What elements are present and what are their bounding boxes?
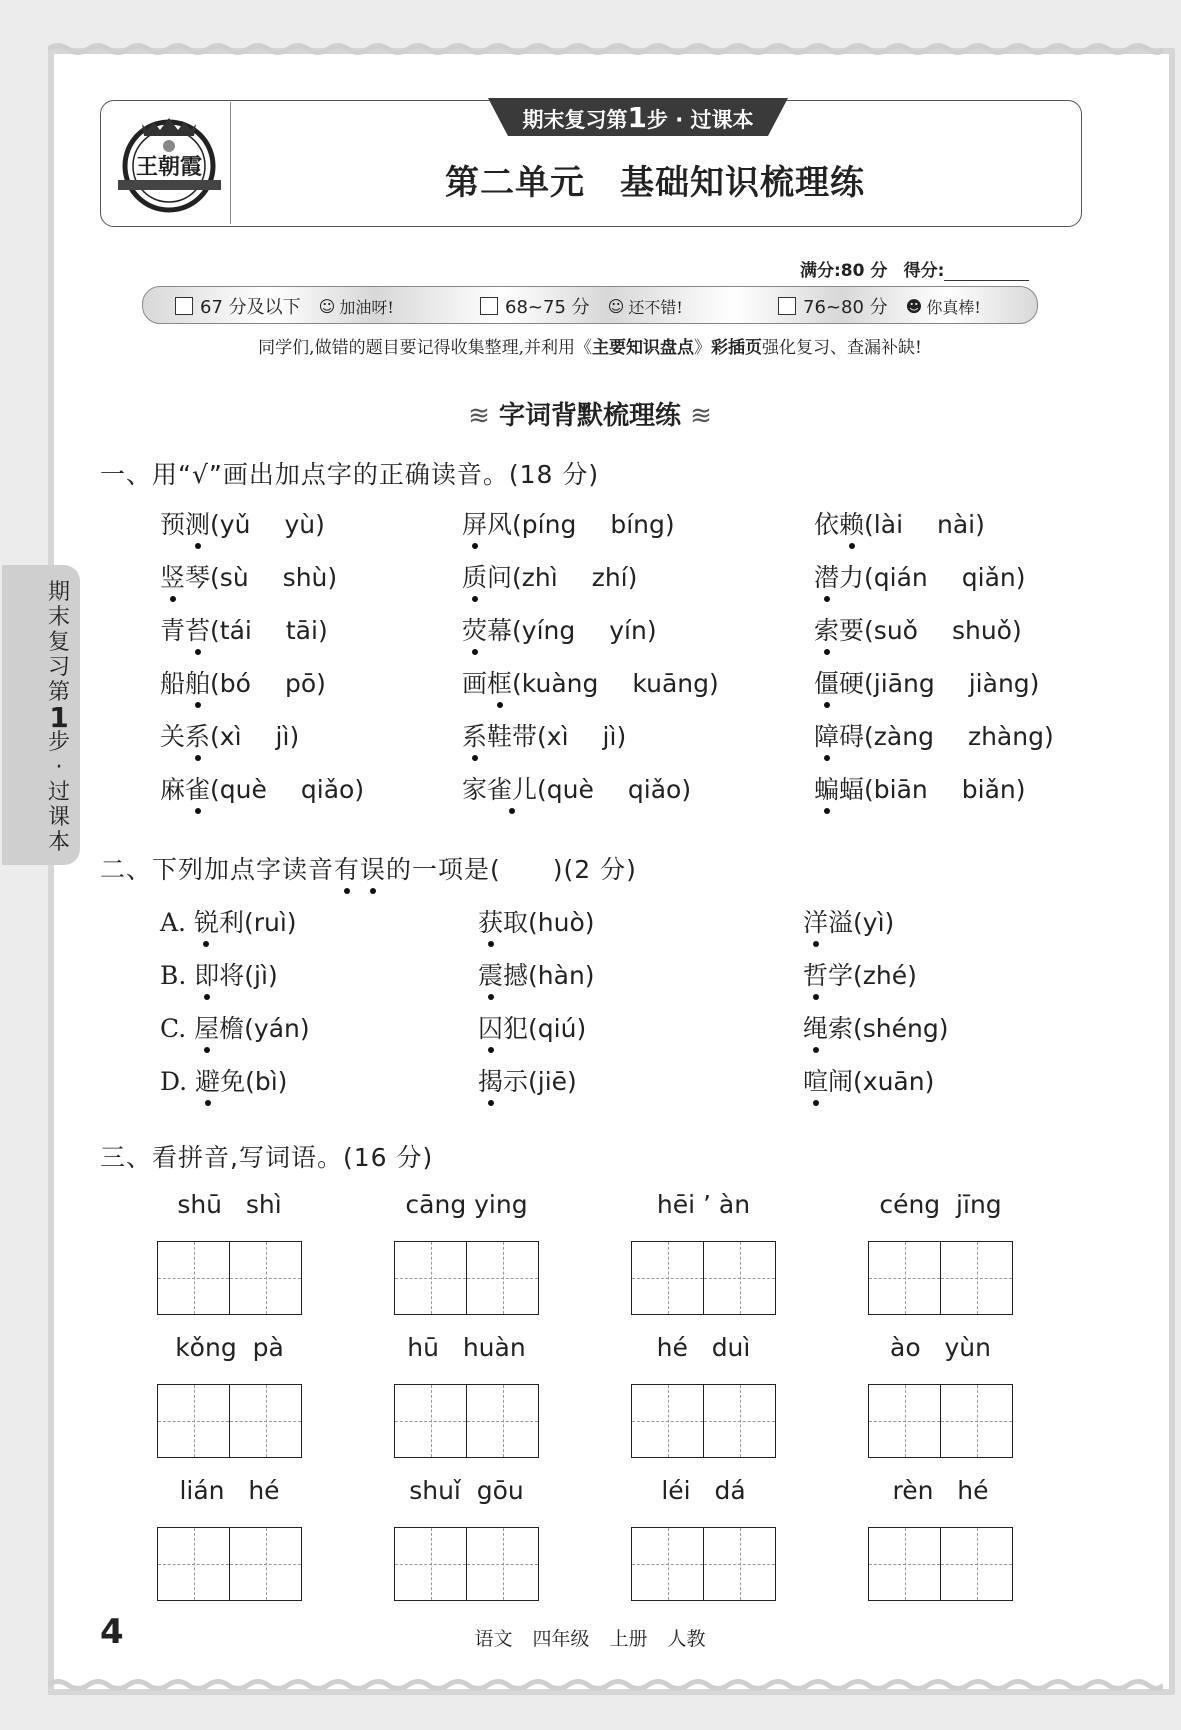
writing-cell[interactable] bbox=[395, 1242, 467, 1314]
word-char-b: 风 bbox=[487, 510, 513, 539]
word-char-dotted: 囚 bbox=[478, 1009, 503, 1045]
option-item bbox=[478, 1062, 577, 1098]
pinyin-option-2: pō bbox=[284, 669, 317, 698]
pinyin-prompt: shuǐ gōu bbox=[409, 1476, 524, 1505]
side-tab-char: · bbox=[55, 755, 63, 780]
paren-close: ) bbox=[975, 510, 985, 539]
side-tab-char: 步 bbox=[47, 730, 70, 755]
reading-item bbox=[814, 664, 1039, 700]
writing-grid[interactable] bbox=[868, 1241, 1013, 1315]
paren-open: ( bbox=[864, 510, 874, 539]
option-item bbox=[803, 1009, 949, 1045]
pinyin-option-2: zhí bbox=[591, 563, 628, 592]
paren-open: ( bbox=[210, 616, 220, 645]
rating-checkbox[interactable] bbox=[175, 297, 193, 315]
notice-bold2: 彩插页 bbox=[710, 338, 762, 358]
paren-close: ) bbox=[616, 722, 627, 751]
pinyin-option-1: bó bbox=[219, 669, 251, 698]
pinyin-option-2: kuāng bbox=[632, 669, 709, 698]
paren-close: ) bbox=[1029, 669, 1040, 698]
writing-cell[interactable] bbox=[632, 1385, 704, 1457]
banner-label bbox=[488, 101, 788, 134]
notice-pre: 同学们,做错的题目要记得收集整理,并利用《 bbox=[258, 338, 592, 358]
side-tab-char: 本 bbox=[47, 830, 70, 855]
reading-item bbox=[814, 770, 1026, 806]
pinyin-prompt: shū shì bbox=[177, 1190, 282, 1219]
paren-open: ( bbox=[210, 669, 220, 698]
paren-close: ) bbox=[646, 616, 657, 645]
pinyin-prompt: ào yùn bbox=[890, 1333, 991, 1362]
pinyin-option-1: lài bbox=[873, 510, 904, 539]
side-tab-char: 末 bbox=[47, 605, 70, 630]
notice-mid: 》 bbox=[693, 338, 711, 358]
paren-close: ) bbox=[708, 669, 719, 698]
paren-close: ) bbox=[317, 616, 328, 645]
paren-open: ( bbox=[210, 775, 220, 804]
pinyin: (zhé) bbox=[853, 961, 917, 990]
word-char-dotted: 获 bbox=[478, 903, 503, 939]
paren-open: ( bbox=[512, 616, 522, 645]
pinyin-option-2: shù bbox=[282, 563, 328, 592]
word-char-a: 潜 bbox=[814, 558, 839, 594]
score-label: 得分: bbox=[903, 261, 945, 281]
side-tab-char: 期 bbox=[47, 580, 70, 605]
word-char-dotted: 避 bbox=[195, 1062, 220, 1098]
word-char-dotted: 屋 bbox=[194, 1009, 219, 1045]
word-char-b: 硬 bbox=[839, 669, 865, 698]
wave-border-bottom bbox=[48, 1678, 1163, 1692]
word-char-dotted: 震 bbox=[478, 956, 503, 992]
word-char-a: 依 bbox=[814, 510, 840, 539]
pinyin: (qiú) bbox=[528, 1014, 587, 1043]
reading-item bbox=[462, 770, 691, 806]
reading-item bbox=[160, 505, 325, 541]
paren-close: ) bbox=[1011, 616, 1022, 645]
paren-close: ) bbox=[289, 722, 300, 751]
paren-close: ) bbox=[1015, 563, 1026, 592]
pinyin-option-1: yíng bbox=[521, 616, 576, 645]
reading-item bbox=[462, 717, 626, 753]
writing-grid[interactable] bbox=[394, 1384, 539, 1458]
rating-praise: 加油呀! bbox=[339, 297, 394, 317]
rating-range: 68~75 分 bbox=[505, 297, 590, 318]
pinyin-option-1: píng bbox=[521, 510, 577, 539]
reading-item bbox=[160, 717, 299, 753]
pinyin-prompt: hū huàn bbox=[407, 1333, 526, 1362]
word-char-a: 预 bbox=[160, 510, 186, 539]
word-char-b: 舶 bbox=[185, 664, 210, 700]
writing-cell[interactable] bbox=[467, 1385, 538, 1457]
word-char-a: 质 bbox=[462, 558, 487, 594]
pinyin-option-1: zàng bbox=[873, 722, 934, 751]
word-char-b: 框 bbox=[487, 664, 512, 700]
writing-grid[interactable] bbox=[631, 1384, 776, 1458]
option-item bbox=[478, 1009, 586, 1045]
score-blank[interactable] bbox=[944, 262, 1029, 281]
word-char-a: 障 bbox=[814, 717, 839, 753]
pinyin-option-1: què bbox=[546, 775, 594, 804]
word-char-b: 鞋带 bbox=[487, 722, 538, 751]
word-char-b: 幕 bbox=[487, 616, 513, 645]
pinyin-option-2: nài bbox=[937, 510, 976, 539]
footer-text: 语文 四年级 上册 人教 bbox=[474, 1628, 706, 1650]
pinyin-option-2: qiǎo bbox=[300, 775, 355, 804]
rating-checkbox[interactable] bbox=[480, 297, 498, 315]
reading-item bbox=[462, 664, 719, 700]
banner-pre: 期末复习第 bbox=[522, 108, 628, 132]
wave-border-top bbox=[48, 42, 1163, 56]
word-char-a: 家 bbox=[462, 775, 488, 804]
smile-icon: ☺ bbox=[318, 296, 336, 316]
pinyin-option-2: yín bbox=[609, 616, 647, 645]
writing-cell[interactable] bbox=[158, 1385, 230, 1457]
side-tab-post bbox=[44, 730, 74, 855]
side-tab-char: 复 bbox=[47, 630, 70, 655]
word-char: 取 bbox=[503, 908, 529, 937]
side-tab-char: 课 bbox=[47, 805, 70, 830]
reading-item bbox=[160, 664, 326, 700]
pinyin-option-1: tái bbox=[219, 616, 252, 645]
rating-praise: 你真棒! bbox=[926, 297, 981, 317]
pinyin: (jiē) bbox=[528, 1067, 577, 1096]
paren-open: ( bbox=[512, 669, 522, 698]
option-item bbox=[803, 956, 917, 992]
pinyin-prompt: hé duì bbox=[656, 1333, 751, 1362]
option-item bbox=[478, 903, 595, 939]
writing-cell[interactable] bbox=[632, 1242, 704, 1314]
pinyin: (jì) bbox=[244, 961, 278, 990]
notice-post: 强化复习、查漏补缺! bbox=[761, 338, 922, 358]
question-3-title: 三、看拼音,写词语。(16 分) bbox=[100, 1143, 434, 1172]
banner-num: 1 bbox=[627, 101, 647, 134]
writing-cell[interactable] bbox=[704, 1385, 775, 1457]
banner-post: 步 · 过课本 bbox=[646, 108, 754, 132]
word-char: 犯 bbox=[503, 1014, 529, 1043]
pinyin-prompt: kǒng pà bbox=[175, 1333, 284, 1362]
writing-cell[interactable] bbox=[632, 1528, 704, 1600]
writing-cell[interactable] bbox=[869, 1242, 941, 1314]
reading-item bbox=[814, 717, 1054, 753]
option-item bbox=[803, 903, 894, 939]
word-char-a: 索 bbox=[814, 611, 839, 647]
pinyin: (shéng) bbox=[853, 1014, 949, 1043]
rating-mid bbox=[480, 293, 683, 319]
pinyin-option-2: qiǎo bbox=[627, 775, 682, 804]
score-line bbox=[800, 256, 1029, 281]
writing-cell[interactable] bbox=[230, 1385, 301, 1457]
paren-close: ) bbox=[316, 669, 326, 698]
reading-item bbox=[462, 611, 657, 647]
pinyin-option-2: jì bbox=[602, 722, 617, 751]
word-char-dotted: 揭 bbox=[478, 1062, 503, 1098]
pinyin-option-2: jì bbox=[275, 722, 290, 751]
pinyin: (yán) bbox=[244, 1014, 310, 1043]
q2-title-dotted: 误 bbox=[360, 850, 386, 886]
reading-item bbox=[462, 558, 637, 594]
reading-item bbox=[814, 505, 985, 541]
wave-icon: ≋ bbox=[690, 401, 712, 431]
smile-icon: ☺ bbox=[607, 296, 625, 316]
reading-item bbox=[160, 770, 364, 806]
word-char: 利 bbox=[218, 908, 244, 937]
paren-close: ) bbox=[1043, 722, 1054, 751]
pinyin-option-2: shuǒ bbox=[951, 616, 1012, 645]
writing-cell[interactable] bbox=[467, 1528, 538, 1600]
side-tab-char: 第 bbox=[47, 680, 70, 705]
writing-cell[interactable] bbox=[158, 1242, 230, 1314]
word-char: 撼 bbox=[503, 961, 529, 990]
writing-grid[interactable] bbox=[868, 1527, 1013, 1601]
paren-open: ( bbox=[864, 775, 874, 804]
writing-cell[interactable] bbox=[467, 1242, 538, 1314]
pinyin-option-1: zhì bbox=[521, 563, 558, 592]
paren-close: ) bbox=[327, 563, 338, 592]
smile-icon: ☻ bbox=[905, 296, 923, 316]
word-char: 示 bbox=[503, 1067, 529, 1096]
pinyin-option-2: bíng bbox=[610, 510, 665, 539]
reading-item bbox=[160, 558, 337, 594]
word-char-a: 船 bbox=[160, 669, 186, 698]
word-char-a: 麻 bbox=[160, 775, 186, 804]
word-char-b: 要 bbox=[839, 616, 865, 645]
notice-text bbox=[100, 333, 1080, 358]
word-char-b: 力 bbox=[839, 563, 865, 592]
word-char-b: 碍 bbox=[839, 722, 865, 751]
paren-close: ) bbox=[681, 775, 692, 804]
paren-open: ( bbox=[210, 563, 220, 592]
pinyin: (bì) bbox=[245, 1067, 288, 1096]
pinyin: (huò) bbox=[528, 908, 595, 937]
paren-close: ) bbox=[354, 775, 365, 804]
writing-cell[interactable] bbox=[869, 1528, 941, 1600]
word-char-dotted: 哲 bbox=[803, 956, 828, 992]
word-char-b: 苔 bbox=[185, 611, 210, 647]
word-char-a: 蝙 bbox=[814, 770, 839, 806]
pinyin-option-2: yù bbox=[284, 510, 316, 539]
paren-open: ( bbox=[512, 563, 522, 592]
question-1-title: 一、用“√”画出加点字的正确读音。(18 分) bbox=[100, 460, 600, 489]
pinyin-option-1: xì bbox=[546, 722, 569, 751]
paren-open: ( bbox=[864, 669, 874, 698]
paren-close: ) bbox=[664, 510, 675, 539]
option-letter: A. bbox=[160, 908, 194, 937]
word-char: 学 bbox=[828, 961, 854, 990]
paren-open: ( bbox=[864, 722, 874, 751]
pinyin-prompt: cāng ying bbox=[405, 1190, 528, 1219]
notice-bold1: 主要知识盘点 bbox=[591, 338, 694, 358]
paren-open: ( bbox=[537, 775, 547, 804]
side-tab-num: 1 bbox=[49, 701, 69, 734]
pinyin-option-2: jiàng bbox=[968, 669, 1030, 698]
q2-title-dotted: 有 bbox=[334, 850, 360, 886]
page-number: 4 bbox=[100, 1612, 124, 1652]
word-char-a: 僵 bbox=[814, 664, 839, 700]
writing-grid[interactable] bbox=[868, 1384, 1013, 1458]
writing-grid[interactable] bbox=[157, 1527, 302, 1601]
pinyin-option-1: jiāng bbox=[873, 669, 935, 698]
option-item bbox=[160, 956, 278, 992]
reading-item bbox=[814, 611, 1022, 647]
rating-checkbox[interactable] bbox=[778, 297, 796, 315]
word-char-b: 测 bbox=[185, 505, 210, 541]
writing-cell[interactable] bbox=[704, 1528, 775, 1600]
wave-icon: ≋ bbox=[468, 401, 490, 431]
word-char-b: 问 bbox=[487, 563, 513, 592]
q2-title-post: 的一项是( )(2 分) bbox=[386, 855, 637, 884]
pinyin-option-2: qiǎn bbox=[961, 563, 1016, 592]
writing-grid[interactable] bbox=[631, 1241, 776, 1315]
word-char-a: 青 bbox=[160, 616, 186, 645]
writing-grid[interactable] bbox=[394, 1527, 539, 1601]
pinyin-option-1: sù bbox=[219, 563, 249, 592]
svg-text:王朝霞: 王朝霞 bbox=[135, 154, 203, 180]
option-item bbox=[160, 1062, 287, 1098]
paren-open: ( bbox=[210, 510, 220, 539]
reading-item bbox=[462, 505, 675, 541]
reading-item bbox=[814, 558, 1026, 594]
pinyin-option-1: qián bbox=[873, 563, 928, 592]
pinyin-option-1: suǒ bbox=[873, 616, 918, 645]
pinyin-option-1: biān bbox=[873, 775, 928, 804]
pinyin-prompt: rèn hé bbox=[892, 1476, 989, 1505]
word-char-b: 赖 bbox=[839, 505, 864, 541]
pinyin-option-1: yǔ bbox=[219, 510, 251, 539]
pinyin-prompt: hēi ’ àn bbox=[656, 1190, 751, 1219]
word-char-b: 蝠 bbox=[839, 775, 865, 804]
paren-open: ( bbox=[537, 722, 547, 751]
paren-open: ( bbox=[512, 510, 522, 539]
side-tab-char: 习 bbox=[47, 655, 70, 680]
word-char-dotted: 即 bbox=[194, 956, 219, 992]
word-char: 将 bbox=[219, 961, 245, 990]
pinyin-option-1: xì bbox=[219, 722, 242, 751]
writing-grid[interactable] bbox=[631, 1527, 776, 1601]
word-char: 免 bbox=[220, 1067, 246, 1096]
word-char: 闹 bbox=[828, 1067, 854, 1096]
page-title: 第二单元 基础知识梳理练 bbox=[445, 163, 865, 203]
writing-cell[interactable] bbox=[941, 1385, 1012, 1457]
question-2-title bbox=[100, 850, 637, 886]
word-char-a: 屏 bbox=[462, 505, 487, 541]
option-letter: B. bbox=[160, 961, 195, 990]
publisher-logo bbox=[112, 108, 227, 216]
side-tab-pre bbox=[44, 580, 74, 705]
writing-cell[interactable] bbox=[704, 1242, 775, 1314]
q2-title-pre: 二、下列加点字读音 bbox=[100, 855, 335, 884]
pinyin-option-1: què bbox=[219, 775, 267, 804]
word-char-dotted: 锐 bbox=[194, 903, 219, 939]
writing-cell[interactable] bbox=[941, 1528, 1012, 1600]
writing-grid[interactable] bbox=[394, 1241, 539, 1315]
word-char: 檐 bbox=[219, 1014, 245, 1043]
paren-open: ( bbox=[864, 563, 874, 592]
pinyin-prompt: céng jīng bbox=[879, 1190, 1002, 1219]
option-item bbox=[160, 1009, 310, 1045]
rating-praise: 还不错! bbox=[628, 297, 683, 317]
pinyin-option-2: zhàng bbox=[967, 722, 1044, 751]
word-char-a: 竖 bbox=[160, 558, 185, 594]
word-char-b: 系 bbox=[185, 717, 210, 753]
writing-cell[interactable] bbox=[869, 1385, 941, 1457]
word-char-dotted: 喧 bbox=[803, 1062, 828, 1098]
pinyin-option-2: biǎn bbox=[961, 775, 1016, 804]
option-item bbox=[478, 956, 595, 992]
pinyin-prompt: léi dá bbox=[661, 1476, 746, 1505]
writing-cell[interactable] bbox=[230, 1528, 301, 1600]
reading-item bbox=[160, 611, 328, 647]
word-char-b: 雀儿 bbox=[487, 770, 537, 806]
writing-cell[interactable] bbox=[395, 1385, 467, 1457]
word-char-a: 荧 bbox=[462, 611, 487, 647]
paren-close: ) bbox=[627, 563, 638, 592]
word-char-a: 画 bbox=[462, 669, 488, 698]
writing-grid[interactable] bbox=[157, 1384, 302, 1458]
word-char: 索 bbox=[828, 1014, 854, 1043]
word-char-dotted: 洋 bbox=[803, 903, 828, 939]
option-letter: C. bbox=[160, 1014, 195, 1043]
section-title bbox=[100, 395, 1080, 432]
word-char-a: 关 bbox=[160, 722, 186, 751]
paren-open: ( bbox=[210, 722, 220, 751]
writing-cell[interactable] bbox=[941, 1242, 1012, 1314]
rating-range: 76~80 分 bbox=[803, 297, 888, 318]
option-letter: D. bbox=[160, 1067, 196, 1096]
rating-range: 67 分及以下 bbox=[200, 297, 301, 318]
pinyin: (hàn) bbox=[528, 961, 595, 990]
word-char-a: 系 bbox=[462, 717, 487, 753]
rating-low bbox=[175, 293, 394, 319]
side-tab-char: 过 bbox=[47, 780, 70, 805]
word-char-b: 雀 bbox=[185, 770, 210, 806]
word-char-dotted: 绳 bbox=[803, 1009, 828, 1045]
section-title-text: 字词背默梳理练 bbox=[498, 401, 681, 431]
word-char-b: 琴 bbox=[185, 563, 211, 592]
pinyin-option-2: tāi bbox=[285, 616, 318, 645]
pinyin: (yì) bbox=[853, 908, 895, 937]
writing-cell[interactable] bbox=[395, 1528, 467, 1600]
option-item bbox=[160, 903, 297, 939]
pinyin: (xuān) bbox=[853, 1067, 935, 1096]
pinyin: (ruì) bbox=[243, 908, 297, 937]
writing-grid[interactable] bbox=[157, 1241, 302, 1315]
writing-cell[interactable] bbox=[158, 1528, 230, 1600]
word-char: 溢 bbox=[828, 908, 854, 937]
pinyin-option-1: kuàng bbox=[521, 669, 599, 698]
paren-close: ) bbox=[315, 510, 325, 539]
writing-cell[interactable] bbox=[230, 1242, 301, 1314]
full-score: 满分:80 分 bbox=[800, 261, 888, 281]
rating-high bbox=[778, 293, 981, 319]
option-item bbox=[803, 1062, 934, 1098]
paren-open: ( bbox=[864, 616, 874, 645]
paren-close: ) bbox=[1015, 775, 1026, 804]
side-tab-label bbox=[44, 580, 74, 855]
pinyin-prompt: lián hé bbox=[179, 1476, 280, 1505]
